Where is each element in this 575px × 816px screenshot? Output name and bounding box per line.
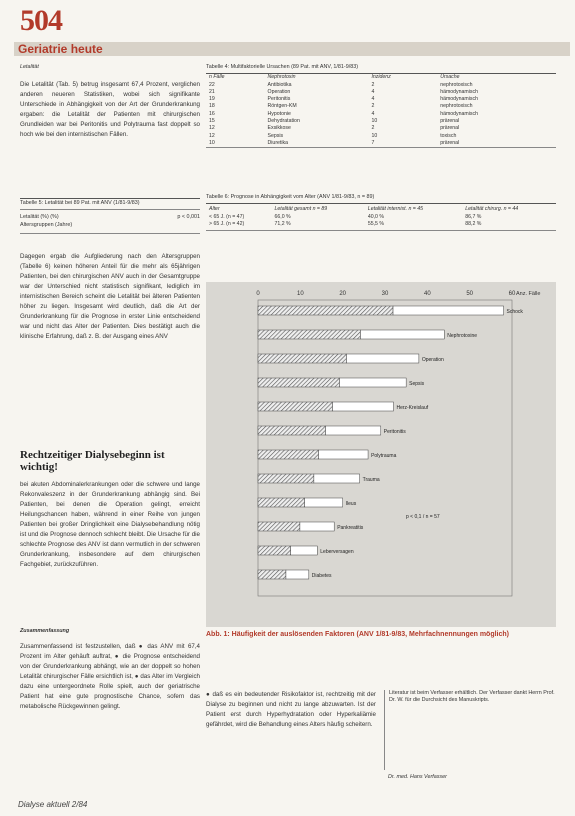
bar [258, 546, 291, 555]
bar-segment [346, 354, 418, 363]
table-cell: 66,0 % [274, 213, 291, 220]
bar-segment [286, 570, 309, 579]
table-cell: 86,7 % [465, 213, 482, 220]
table-cell: prärenal [440, 117, 460, 124]
table-header-row [206, 74, 556, 81]
table-cell: 55,5 % [367, 220, 384, 227]
paragraph: bei akuten Abdominalerkrankungen oder die schwere und lange Rekonvaleszenz in der Grunderkrankung abhängig sind. Bei Patienten, bei denen die Operation gelingt, erreicht Heilungschancen haben, während in einer Reihe von jungen Patienten bei großer Dringlichkeit eine Dialysebehandlung nötig ist und die Prognose dennoch schlecht bleibt. Die Ursache für die schlechte Prognose des ANV ist dann vermutlich in der schweren Grunderkrankung, insbesondere auf dem chirurgischen Fachgebiet, zurückzuführen. [20, 481, 200, 568]
table-header-row [206, 206, 556, 213]
table-cell: 15 [209, 117, 215, 124]
bar-label: Leberversagen [320, 549, 354, 555]
x-tick-label: 0 [256, 291, 260, 297]
bar-segment [333, 402, 394, 411]
table-header-cell: Inzidenz [371, 74, 391, 81]
table-cell: Röntgen-KM [267, 103, 297, 110]
table-row [206, 140, 556, 147]
table-cell: 19 [209, 96, 215, 103]
bar [258, 378, 339, 387]
bar-label: Diabetes [311, 573, 332, 579]
bar-segment [360, 330, 444, 339]
bar-label: Pankreatitis [337, 525, 364, 531]
table-4 [206, 64, 556, 148]
table-cell: 4 [371, 96, 375, 103]
bar-segment [305, 498, 343, 507]
bar [258, 570, 286, 579]
table-5-value: p < 0,001 [177, 213, 200, 220]
table-cell: Exsikkose [267, 125, 291, 132]
table-row [206, 125, 556, 132]
table-6 [206, 194, 556, 231]
table-cell: hämodynamisch [440, 96, 478, 103]
bar-segment [300, 522, 334, 531]
table-cell: 21 [209, 88, 215, 95]
bar-chart [206, 282, 556, 627]
table-header-cell: Letalität chirurg. n = 44 [465, 206, 519, 213]
table-cell: 12 [209, 125, 215, 132]
x-tick-label: 10 [296, 291, 304, 297]
bar [258, 330, 360, 339]
table-cell: < 65 J. (n = 47) [209, 213, 245, 220]
paragraph: Dagegen ergab die Aufgliederung nach den Altersgruppen (Tabelle 6) keinen höheren Anteil für die mehr als 65jährigen Patienten, bei den chirurgischen ANV auch in der Gesamtgruppe war der Unterschied nicht statistisch signifikant, lediglich im internistischen Bereich scheint die Letalität bei älteren Patienten höher zu liegen. Insgesamt wird deutlich, daß die Art der Grunderkrankung für die Prognose in erster Linie entscheidend war und nicht das Alter der Patienten. Dies bestätigt auch die klinische Erfahrung, daß z. B. der Ausgang eines ANV [20, 253, 200, 340]
x-tick-label: 50 [466, 291, 474, 297]
x-axis-unit: Anz. Fälle [516, 291, 541, 297]
bar-label: Schock [506, 309, 523, 315]
table-cell: Dehydratation [267, 117, 300, 124]
table-header-cell: Letalität gesamt n = 89 [274, 206, 328, 213]
bar [258, 426, 326, 435]
table-header-cell: Nephrotoxin [267, 74, 296, 81]
table-cell: 4 [371, 88, 375, 95]
table-5-row: Letalität (%) (%) [20, 213, 59, 220]
table-6-grid [206, 206, 556, 228]
table-cell: toxisch [440, 132, 457, 139]
annotation: p < 0,1 / n = 57 [406, 514, 440, 520]
bar-segment [393, 306, 503, 315]
paragraph: ● daß es ein bedeutender Risikofaktor ist, rechtzeitig mit der Dialyse zu beginnen und nicht zu lange abzuwarten. Ist der Patient erst durch Hyperhydratation oder Hyperkaliämie gefährdet, wird die Behandlung eines Alters häufig scheitern. [206, 691, 376, 728]
table-row [206, 103, 556, 110]
table-cell: Operation [267, 88, 291, 95]
table-cell: 40,0 % [367, 213, 384, 220]
table-cell: prärenal [440, 125, 460, 132]
bar-label: Trauma [362, 477, 380, 483]
footer: Dialyse aktuell 2/84 [18, 800, 88, 809]
table-row [206, 96, 556, 103]
bar [258, 474, 314, 483]
table-cell: 71,2 % [274, 220, 291, 227]
bar-label: Ileus [345, 501, 357, 507]
table-cell: 22 [209, 81, 215, 88]
journal-title: Geriatrie heute [18, 42, 103, 56]
table-cell: prärenal [440, 139, 460, 146]
table-row [206, 111, 556, 118]
table-cell: nephrotoxisch [440, 81, 473, 88]
bar-label: Peritonitis [383, 429, 406, 435]
table-cell: 2 [371, 81, 375, 88]
author: Dr. med. Hans Verfasser [388, 774, 447, 780]
bar-label: Herz-Kreislauf [396, 405, 429, 411]
table-cell: 12 [209, 132, 215, 139]
table-cell: Antibiotika [267, 81, 292, 88]
bar [258, 306, 393, 315]
table-5-row: Altersgruppen (Jahre) [20, 221, 73, 228]
table-cell: 10 [209, 139, 215, 146]
table-cell: Hypotonie [267, 110, 291, 117]
section-label: Letalität [20, 64, 39, 70]
bar-segment [319, 450, 369, 459]
bar [258, 498, 305, 507]
paragraph: Die Letalität (Tab. 5) betrug insgesamt 67,4 Prozent, verglichen anderen neueren Statistiken, wobei sich signifikante Unterschiede in Abhängigkeit von der Art der Grunderkrankung ergaben: die Letalität der Patienten mit chirurgischen Grundleiden war bei Peritonitis und Polytrauma fast doppelt so hoch wie bei den internistischen Fällen. [20, 81, 200, 138]
table-row [206, 82, 556, 89]
bar-label: Sepsis [409, 381, 425, 387]
summary-label: Zusammenfassung [20, 628, 70, 634]
bar-segment [339, 378, 406, 387]
subheading: Rechtzeitiger Dialysebeginn ist wichtig! [20, 449, 165, 473]
info-box-text: Literatur ist beim Verfasser erhältlich. Der Verfasser dankt Herrn Prof. Dr. W. für die Durchsicht des Manuskripts. [389, 690, 555, 704]
table-4-grid [206, 74, 556, 147]
table-row [206, 118, 556, 125]
x-tick-label: 40 [423, 291, 431, 297]
table-cell: Sepsis [267, 132, 284, 139]
table-cell: 7 [371, 139, 375, 146]
table-cell: hämodynamisch [440, 88, 478, 95]
table-6-title: Tabelle 6: Prognose in Abhängigkeit vom Alter (ANV 1/81-9/83, n = 89) [206, 194, 375, 200]
bar-segment [314, 474, 360, 483]
info-box [384, 690, 556, 770]
table-cell: > 65 J. (n = 42) [209, 220, 245, 227]
bar-label: Polytrauma [371, 453, 397, 459]
table-cell: Diuretika [267, 139, 289, 146]
table-header-cell: Alter [209, 206, 220, 213]
figure-caption: Abb. 1: Häufigkeit der auslösenden Faktoren (ANV 1/81-9/83, Mehrfachnennungen möglich) [206, 631, 509, 638]
table-header-cell: Ursache [440, 74, 460, 81]
table-cell: 10 [371, 117, 378, 124]
bar-label: Nephrotoxine [447, 333, 478, 339]
table-row [206, 133, 556, 140]
table-cell: nephrotoxisch [440, 103, 473, 110]
table-header-cell: n Fälle [209, 74, 225, 81]
x-tick-label: 30 [381, 291, 389, 297]
table-row [206, 221, 556, 228]
table-cell: Peritonitis [267, 96, 291, 103]
bar [258, 450, 319, 459]
table-cell: 4 [371, 110, 375, 117]
table-4-title: Tabelle 4: Multifaktorielle Ursachen (89 Pat. mit ANV, 1/81-9/83) [206, 64, 359, 70]
table-row [206, 89, 556, 96]
summary-text: Zusammenfassend ist festzustellen, daß ● das ANV mit 67,4 Prozent im Alter gehäuft auftrat, ● die Prognose entscheidend von der Grunderkrankung abhängt, wie an der doppelt so hohen Letalität chirurgischer Fälle ersichtlich ist, ● das Alter im Vergleich dazu eine untergeordnete Rolle spielt, auch der geriatrische Patient hat eine gute prognostische Chance, sofern das metabolische Rückgewinnen gelingt. [20, 643, 200, 710]
x-tick-label: 20 [339, 291, 347, 297]
x-tick-label: 60 [508, 291, 516, 297]
table-cell: 2 [371, 103, 375, 110]
figure-1 [206, 282, 556, 627]
table-cell: hämodynamisch [440, 110, 478, 117]
bar [258, 354, 346, 363]
table-cell: 88,2 % [465, 220, 482, 227]
table-row [206, 214, 556, 221]
table-5-title: Tabelle 5: Letalität bei 89 Pat. mit ANV (1/81-9/83) [20, 200, 140, 206]
bar-segment [326, 426, 381, 435]
table-header-cell: Letalität internist. n = 45 [367, 206, 424, 213]
table-cell: 16 [209, 110, 215, 117]
table-cell: 2 [371, 125, 375, 132]
table-5 [20, 198, 200, 233]
table-cell: 18 [209, 103, 215, 110]
bar-label: Operation [421, 357, 444, 363]
bar-segment [291, 546, 318, 555]
bar [258, 522, 300, 531]
bar [258, 402, 333, 411]
page-number: 504 [20, 4, 62, 37]
table-cell: 10 [371, 132, 378, 139]
